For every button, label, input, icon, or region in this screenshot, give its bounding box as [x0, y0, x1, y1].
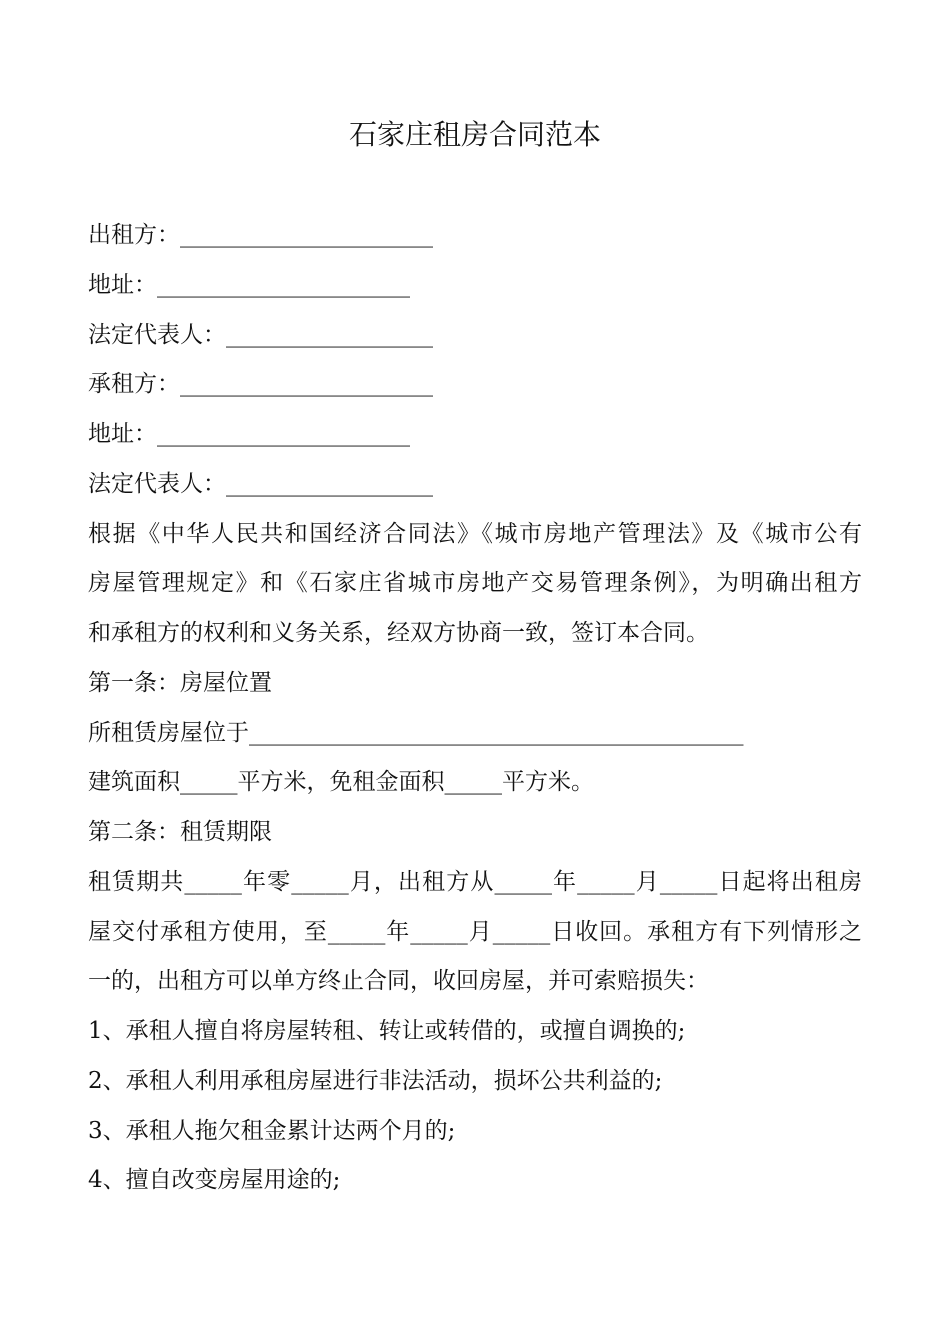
- article-2-section: [88, 808, 862, 1206]
- list-item: 4、擅自改变房屋用途的;: [88, 1167, 341, 1194]
- lessee-address-field: 地址：______________________: [88, 421, 410, 447]
- house-location-field: 所租赁房屋位于___________________________________________: [88, 719, 744, 746]
- lessor-name-field: 出租方：______________________: [88, 222, 433, 248]
- lessee-representative-field: 法定代表人：__________________: [88, 470, 433, 497]
- lease-term-line: 一的，出租方可以单方终止合同，收回房屋，并可索赔损失：: [88, 968, 709, 995]
- document-title: 石家庄租房合同范本: [348, 118, 601, 151]
- article-2-heading: 第二条：租赁期限: [88, 819, 272, 845]
- list-item: 2、承租人利用承租房屋进行非法活动，损坏公共利益的;: [88, 1067, 663, 1094]
- termination-conditions-list: [88, 1007, 862, 1206]
- list-item: 3、承租人拖欠租金累计达两个月的;: [88, 1117, 456, 1144]
- preamble-line: 根据《中华人民共和国经济合同法》《城市房地产管理法》及《城市公有: [88, 520, 862, 547]
- document-body: [88, 211, 862, 1206]
- lease-term-line: 租赁期共_____年零_____月，出租方从_____年_____月_____日起将出租房: [88, 868, 862, 895]
- list-item: 1、承租人擅自将房屋转租、转让或转借的，或擅自调换的;: [88, 1018, 686, 1044]
- article-1-section: [88, 659, 862, 808]
- preamble-line: 房屋管理规定》和《石家庄省城市房地产交易管理条例》，为明确出租方: [88, 570, 862, 597]
- preamble-line: 和承租方的权利和义务关系，经双方协商一致，签订本合同。: [88, 620, 709, 646]
- preamble-paragraph: [88, 510, 862, 659]
- lease-term-line: 屋交付承租方使用，至_____年_____月_____日收回。承租方有下列情形之: [88, 918, 862, 945]
- building-area-field: 建筑面积_____平方米，免租金面积_____平方米。: [88, 769, 594, 796]
- lessor-address-field: 地址：______________________: [88, 271, 410, 298]
- article-1-heading: 第一条：房屋位置: [88, 669, 272, 696]
- lease-term-paragraph: [88, 858, 862, 1007]
- lessor-representative-field: 法定代表人：__________________: [88, 321, 433, 348]
- lessee-name-field: 承租方：______________________: [88, 371, 433, 398]
